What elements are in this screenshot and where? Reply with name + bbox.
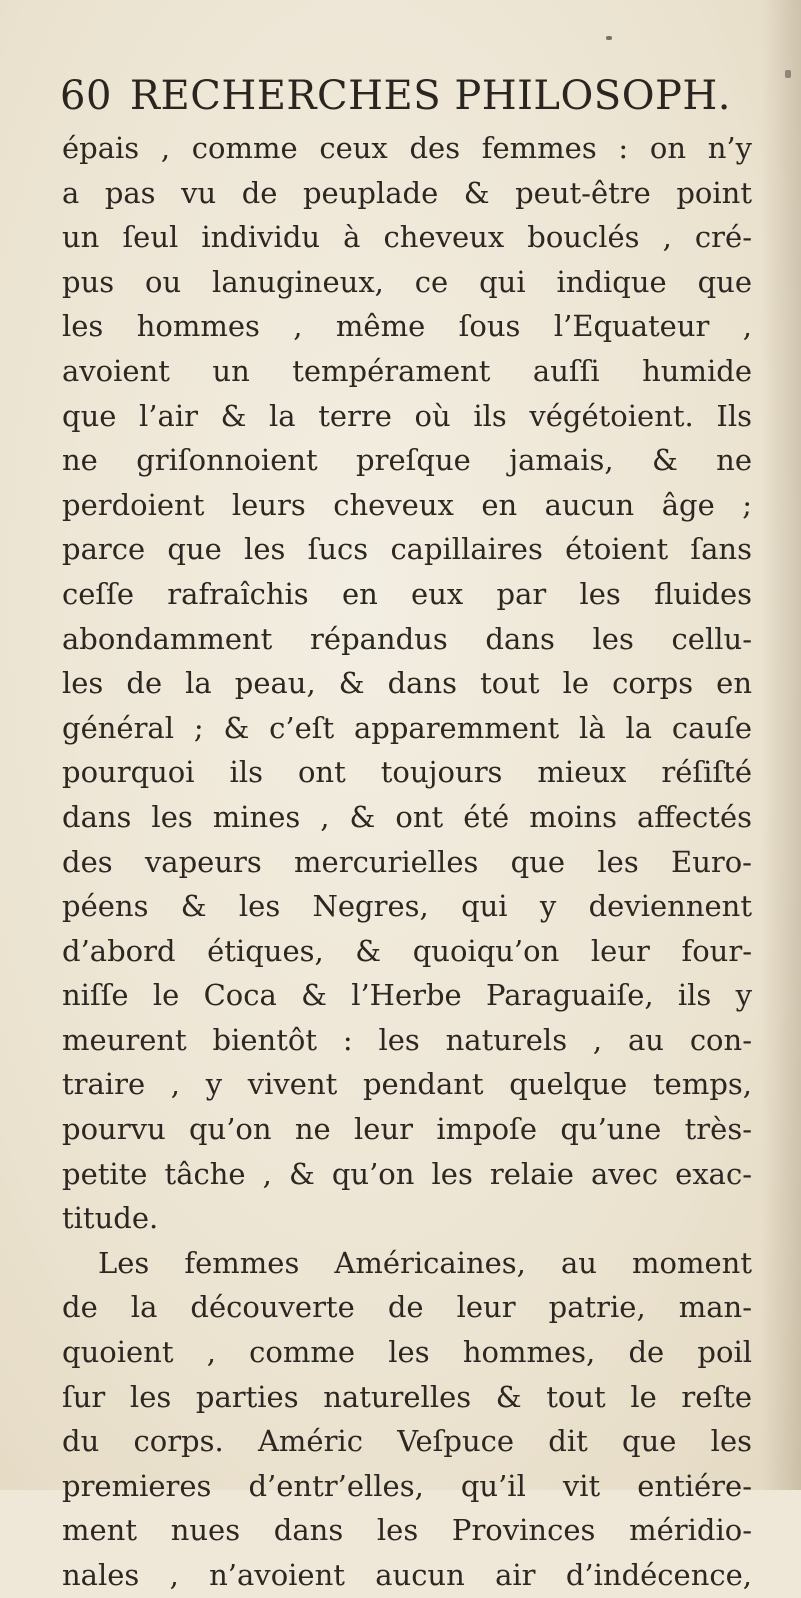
paragraph-end-line: titude. [62, 1201, 159, 1236]
text-line: pourquoi ils ont toujours mieux réſiſté [62, 755, 752, 790]
text-line: épais , comme ceux des femmes : on n’y [62, 131, 752, 165]
text-line: quoient , comme les hommes, de poil [62, 1335, 752, 1370]
text-line: un ſeul individu à cheveux bouclés , cré- [62, 220, 752, 255]
ink-speck [785, 70, 791, 78]
text-line: pourvu qu’on ne leur impoſe qu’une très- [62, 1112, 752, 1147]
ink-speck [606, 36, 612, 40]
text-line: ment nues dans les Provinces méridio- [62, 1513, 752, 1548]
text-line: a pas vu de peuplade & peut-être point [62, 175, 752, 210]
text-line: traire , y vivent pendant quelque temps, [62, 1067, 752, 1102]
page-edge-shadow [761, 0, 801, 1490]
text-line: des vapeurs mercurielles que les Euro- [62, 844, 752, 879]
text-line: ne griſonnoient preſque jamais, & ne [62, 443, 752, 478]
text-line: pus ou lanugineux, ce qui indique que [62, 264, 752, 299]
text-line: dans les mines , & ont été moins affectés [62, 799, 752, 834]
running-header [60, 73, 731, 119]
text-line: général ; & c’eſt apparemment là la cauſe [62, 710, 752, 745]
text-line: d’abord étiques, & quoiqu’on leur four- [62, 933, 752, 968]
text-line: niſſe le Coca & l’Herbe Paraguaiſe, ils y [62, 978, 752, 1013]
text-line: péens & les Negres, qui y deviennent [62, 889, 752, 924]
text-line: premieres d’entr’elles, qu’il vit entiére- [62, 1468, 752, 1503]
text-line: ſur les parties naturelles & tout le reſte [62, 1379, 752, 1414]
text-line: ceſſe rafraîchis en eux par les fluides [62, 576, 752, 611]
running-title: RECHERCHES PHILOSOPH. [129, 73, 731, 119]
text-line: que l’air & la terre où ils végétoient. Ils [62, 398, 752, 433]
body-text [62, 126, 752, 1598]
text-line: de la découverte de leur patrie, man- [62, 1290, 752, 1325]
paragraph-start-line: Les femmes Américaines, au moment [98, 1245, 752, 1280]
text-line: perdoient leurs cheveux en aucun âge ; [62, 487, 752, 522]
text-line: nales , n’avoient aucun air d’indécence, [62, 1558, 752, 1592]
text-line: petite tâche , & qu’on les relaie avec exac- [62, 1156, 752, 1191]
text-line: parce que les ſucs capillaires étoient ſans [62, 532, 752, 567]
text-line: les hommes , même ſous l’Equateur , [62, 309, 752, 344]
text-line: du corps. Améric Veſpuce dit que les [62, 1424, 752, 1459]
text-line: avoient un tempérament auſſi humide [62, 353, 752, 388]
text-line: abondamment répandus dans les cellu- [62, 621, 752, 656]
text-line: les de la peau, & dans tout le corps en [62, 666, 752, 701]
text-line: meurent bientôt : les naturels , au con- [62, 1022, 752, 1057]
page-number: 60 [60, 73, 112, 119]
